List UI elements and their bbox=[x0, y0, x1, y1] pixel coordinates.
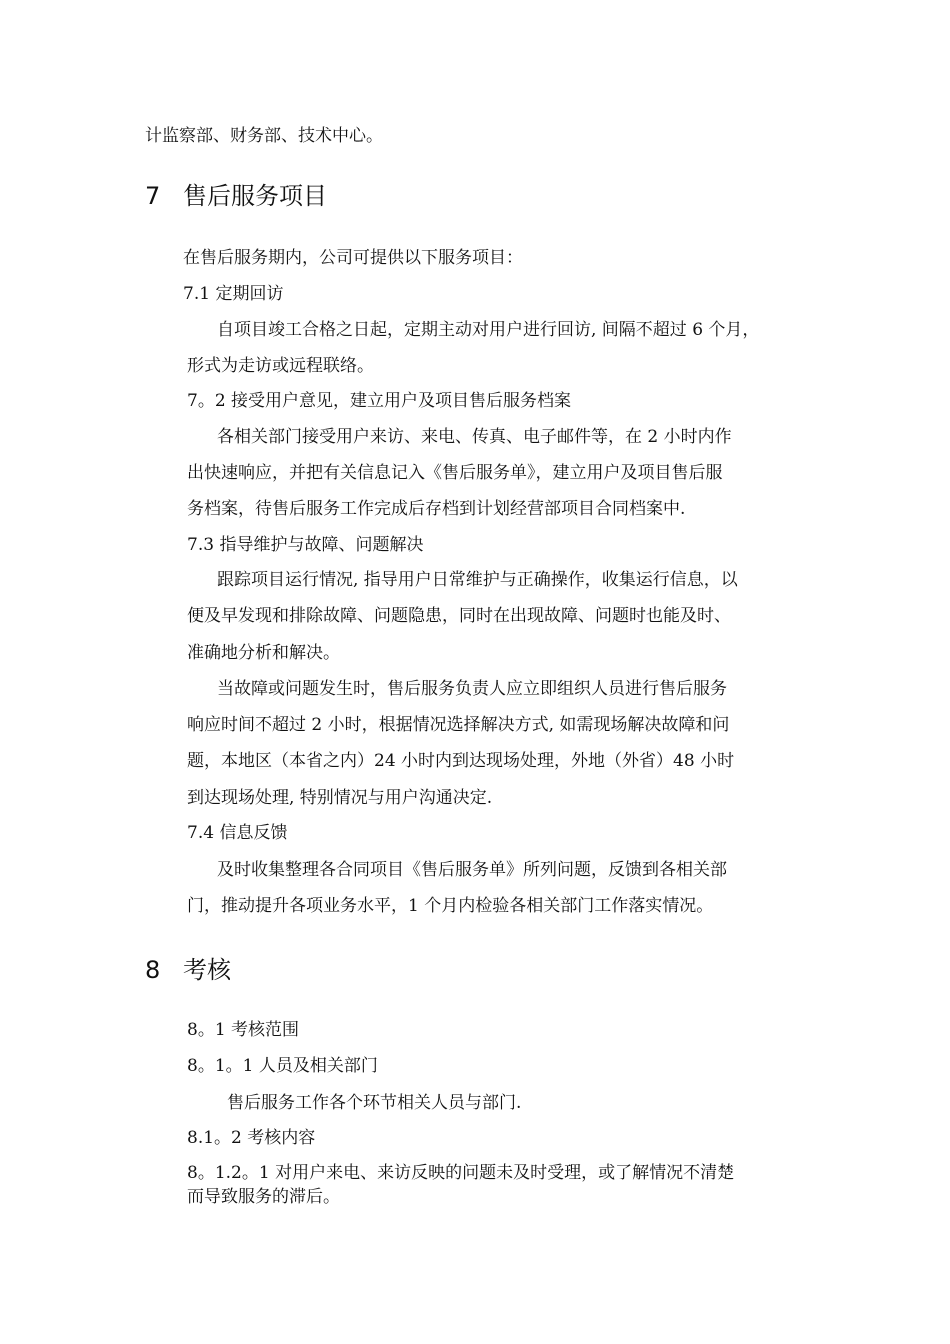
section-title: 考核 bbox=[183, 956, 231, 984]
text-line: 便及早发现和排除故障、问题隐患，同时在出现故障、问题时也能及时、 bbox=[187, 606, 731, 626]
text-line: 而导致服务的滞后。 bbox=[187, 1187, 340, 1207]
text-line: 准确地分析和解决。 bbox=[187, 643, 340, 663]
section-heading-8 bbox=[145, 955, 231, 985]
text-line: 门，推动提升各项业务水平，1 个月内检验各相关部门工作落实情况。 bbox=[187, 896, 714, 916]
section-heading-7 bbox=[145, 181, 327, 211]
subsection-title: 7。2 接受用户意见，建立用户及项目售后服务档案 bbox=[187, 391, 572, 411]
section-number: 8 bbox=[145, 956, 161, 984]
subsection-title: 7.3 指导维护与故障、问题解决 bbox=[187, 535, 424, 555]
text-line: 8。1.2。1 对用户来电、来访反映的问题未及时受理，或了解情况不清楚 bbox=[187, 1163, 735, 1183]
section-title: 售后服务项目 bbox=[183, 182, 327, 210]
text-line: 跟踪项目运行情况, 指导用户日常维护与正确操作，收集运行信息，以 bbox=[217, 570, 738, 590]
subsection-title: 8。1。1 人员及相关部门 bbox=[187, 1056, 378, 1076]
subsection-title: 8。1 考核范围 bbox=[187, 1020, 300, 1040]
text-line: 售后服务工作各个环节相关人员与部门. bbox=[227, 1093, 522, 1113]
section-number: 7 bbox=[145, 182, 161, 210]
text-line: 务档案，待售后服务工作完成后存档到计划经营部项目合同档案中. bbox=[187, 499, 686, 519]
text-line: 形式为走访或远程联络。 bbox=[187, 356, 374, 376]
text-line: 各相关部门接受用户来访、来电、传真、电子邮件等，在 2 小时内作 bbox=[217, 427, 732, 447]
text-line: 计监察部、财务部、技术中心。 bbox=[145, 126, 383, 146]
text-line: 当故障或问题发生时，售后服务负责人应立即组织人员进行售后服务 bbox=[217, 679, 727, 699]
text-line: 自项目竣工合格之日起，定期主动对用户进行回访, 间隔不超过 6 个月， bbox=[217, 320, 760, 340]
text-line: 及时收集整理各合同项目《售后服务单》所列问题，反馈到各相关部 bbox=[217, 860, 727, 880]
text-line: 响应时间不超过 2 小时，根据情况选择解决方式, 如需现场解决故障和问 bbox=[187, 715, 730, 735]
text-line: 题，本地区（本省之内）24 小时内到达现场处理，外地（外省）48 小时 bbox=[187, 751, 735, 771]
subsection-title: 8.1。2 考核内容 bbox=[187, 1128, 316, 1148]
subsection-title: 7.4 信息反馈 bbox=[187, 823, 288, 843]
text-line: 在售后服务期内，公司可提供以下服务项目： bbox=[183, 248, 523, 268]
subsection-title: 7.1 定期回访 bbox=[183, 284, 284, 304]
text-line: 到达现场处理, 特别情况与用户沟通决定. bbox=[187, 788, 493, 808]
text-line: 出快速响应，并把有关信息记入《售后服务单》，建立用户及项目售后服 bbox=[187, 463, 723, 483]
